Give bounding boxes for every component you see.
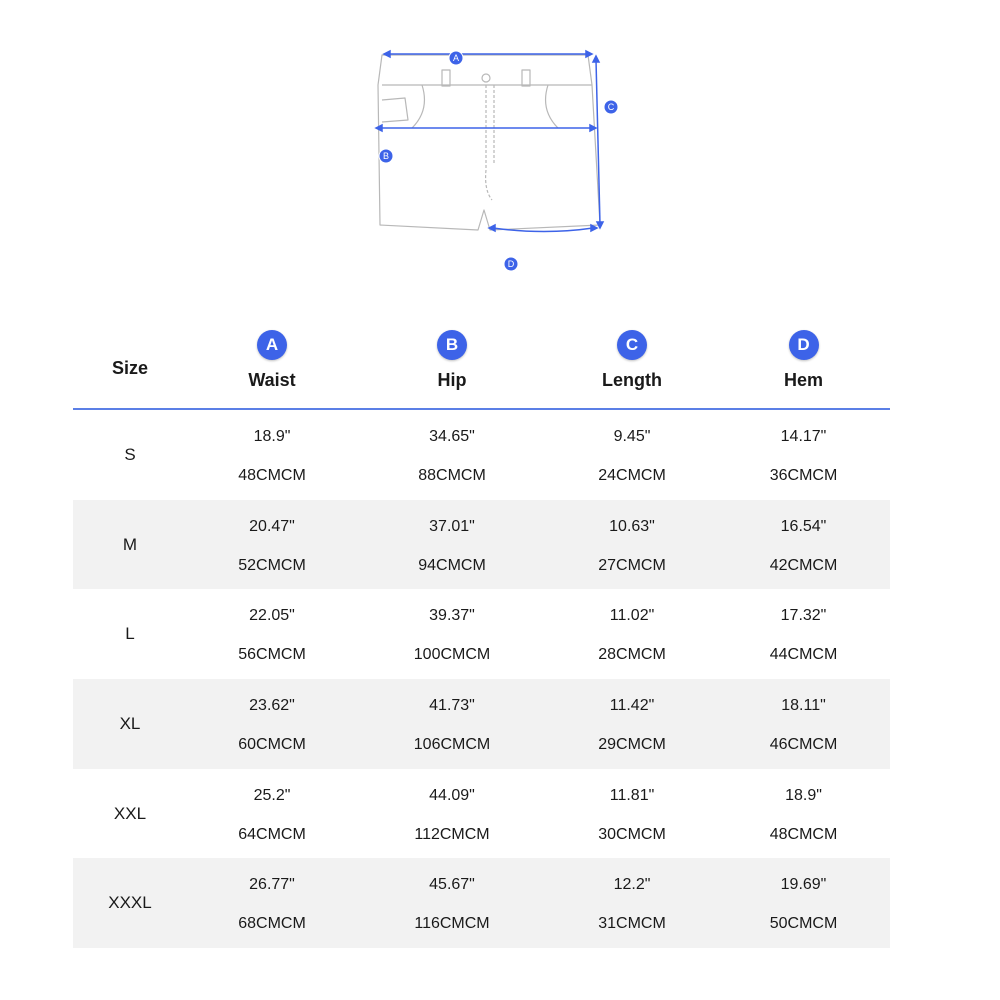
table-header — [73, 320, 890, 410]
marker-b — [379, 149, 393, 163]
measurement-cell — [717, 858, 890, 948]
cm-value: 44CMCM — [769, 646, 838, 664]
cm-value: 46CMCM — [769, 736, 838, 754]
inch-value: 23.62" — [249, 697, 295, 715]
badge-d: D — [789, 330, 819, 360]
column-header-hip — [357, 320, 547, 408]
inch-value: 11.42" — [609, 697, 655, 715]
table-row — [73, 589, 890, 679]
measurement-cell — [717, 589, 890, 679]
measurement-cell — [717, 769, 890, 859]
measurement-cell — [717, 679, 890, 769]
inch-value: 12.2" — [613, 876, 651, 894]
inch-value: 10.63" — [609, 517, 655, 535]
cm-value: 52CMCM — [238, 556, 306, 574]
table-row — [73, 410, 890, 500]
cm-value: 112CMCM — [414, 825, 490, 843]
inch-value: 14.17" — [780, 428, 827, 445]
cm-value: 100CMCM — [413, 646, 491, 664]
size-chart-table — [73, 320, 890, 948]
cm-value: 50CMCM — [769, 915, 838, 933]
measurement-cell — [187, 679, 357, 769]
table-row — [73, 500, 890, 590]
cm-value: 27CMCM — [598, 556, 666, 574]
svg-text:A: A — [452, 53, 460, 63]
measurement-cell — [187, 410, 357, 500]
size-cell: L — [125, 624, 135, 644]
size-cell: XL — [119, 713, 141, 733]
cm-value: 29CMCM — [598, 736, 666, 754]
cm-value: 42CMCM — [769, 556, 838, 574]
measurement-cell — [357, 769, 547, 859]
inch-value: 45.67" — [429, 876, 475, 894]
column-label: Hem — [783, 370, 823, 390]
column-header-waist — [187, 320, 357, 408]
inch-value: 19.69" — [780, 876, 827, 894]
marker-c — [604, 100, 618, 114]
measurement-cell — [357, 500, 547, 590]
table-body — [73, 410, 890, 948]
shorts-outline-illustration — [360, 40, 640, 280]
measurement-cell — [357, 589, 547, 679]
measurement-cell — [717, 410, 890, 500]
cm-value: 94CMCM — [418, 556, 486, 574]
svg-text:D: D — [507, 259, 515, 269]
inch-value: 16.54" — [780, 517, 827, 535]
measurement-cell — [547, 589, 717, 679]
size-cell: S — [124, 444, 136, 464]
marker-d — [504, 257, 518, 271]
svg-text:B: B — [382, 151, 390, 161]
cm-value: 48CMCM — [238, 467, 306, 484]
marker-a — [449, 51, 463, 65]
size-column-header: Size — [111, 358, 149, 378]
cm-value: 28CMCM — [598, 646, 666, 664]
measurement-cell — [187, 769, 357, 859]
inch-value: 44.09" — [429, 786, 475, 804]
cm-value: 24CMCM — [598, 467, 666, 484]
cm-value: 31CMCM — [598, 915, 666, 933]
measurement-cell — [187, 589, 357, 679]
inch-value: 41.73" — [429, 697, 475, 715]
inch-value: 18.9" — [785, 786, 822, 804]
cm-value: 64CMCM — [238, 825, 306, 843]
inch-value: 26.77" — [249, 876, 295, 894]
measurement-cell — [547, 858, 717, 948]
size-cell: M — [122, 534, 138, 554]
size-cell: XXL — [113, 803, 147, 823]
measurement-cell — [357, 679, 547, 769]
size-cell: XXXL — [108, 893, 152, 913]
measurement-cell — [187, 858, 357, 948]
inch-value: 39.37" — [429, 607, 475, 625]
cm-value: 68CMCM — [238, 915, 306, 933]
column-label: Waist — [248, 370, 296, 390]
column-header-hem — [717, 320, 890, 408]
measurement-cell — [357, 410, 547, 500]
inch-value: 22.05" — [249, 607, 295, 625]
cm-value: 36CMCM — [769, 467, 838, 484]
inch-value: 20.47" — [249, 517, 295, 535]
inch-value: 18.11" — [781, 697, 826, 715]
inch-value: 11.81" — [609, 786, 655, 804]
shorts-diagram — [360, 40, 640, 280]
measurement-cell — [717, 500, 890, 590]
cm-value: 30CMCM — [598, 825, 666, 843]
measurement-cell — [357, 858, 547, 948]
cm-value: 116CMCM — [414, 915, 490, 933]
badge-b: B — [437, 330, 467, 360]
cm-value: 48CMCM — [769, 825, 838, 843]
cm-value: 60CMCM — [238, 736, 306, 754]
badge-c: C — [617, 330, 647, 360]
inch-value: 25.2" — [253, 786, 291, 804]
inch-value: 34.65" — [429, 428, 475, 445]
column-label: Hip — [437, 370, 467, 390]
cm-value: 56CMCM — [238, 646, 306, 664]
measurement-cell — [547, 500, 717, 590]
svg-text:C: C — [607, 102, 615, 112]
measurement-cell — [547, 679, 717, 769]
badge-a: A — [257, 330, 287, 360]
table-row — [73, 769, 890, 859]
inch-value: 9.45" — [613, 428, 651, 445]
cm-value: 106CMCM — [413, 736, 491, 754]
measurement-cell — [547, 769, 717, 859]
measurement-cell — [547, 410, 717, 500]
measurement-cell — [187, 500, 357, 590]
inch-value: 11.02" — [609, 607, 655, 625]
cm-value: 88CMCM — [418, 467, 486, 484]
inch-value: 37.01" — [429, 517, 475, 535]
column-label: Length — [602, 370, 662, 390]
inch-value: 18.9" — [253, 428, 291, 445]
table-row — [73, 858, 890, 948]
inch-value: 17.32" — [780, 607, 827, 625]
table-row — [73, 679, 890, 769]
column-header-length — [547, 320, 717, 408]
